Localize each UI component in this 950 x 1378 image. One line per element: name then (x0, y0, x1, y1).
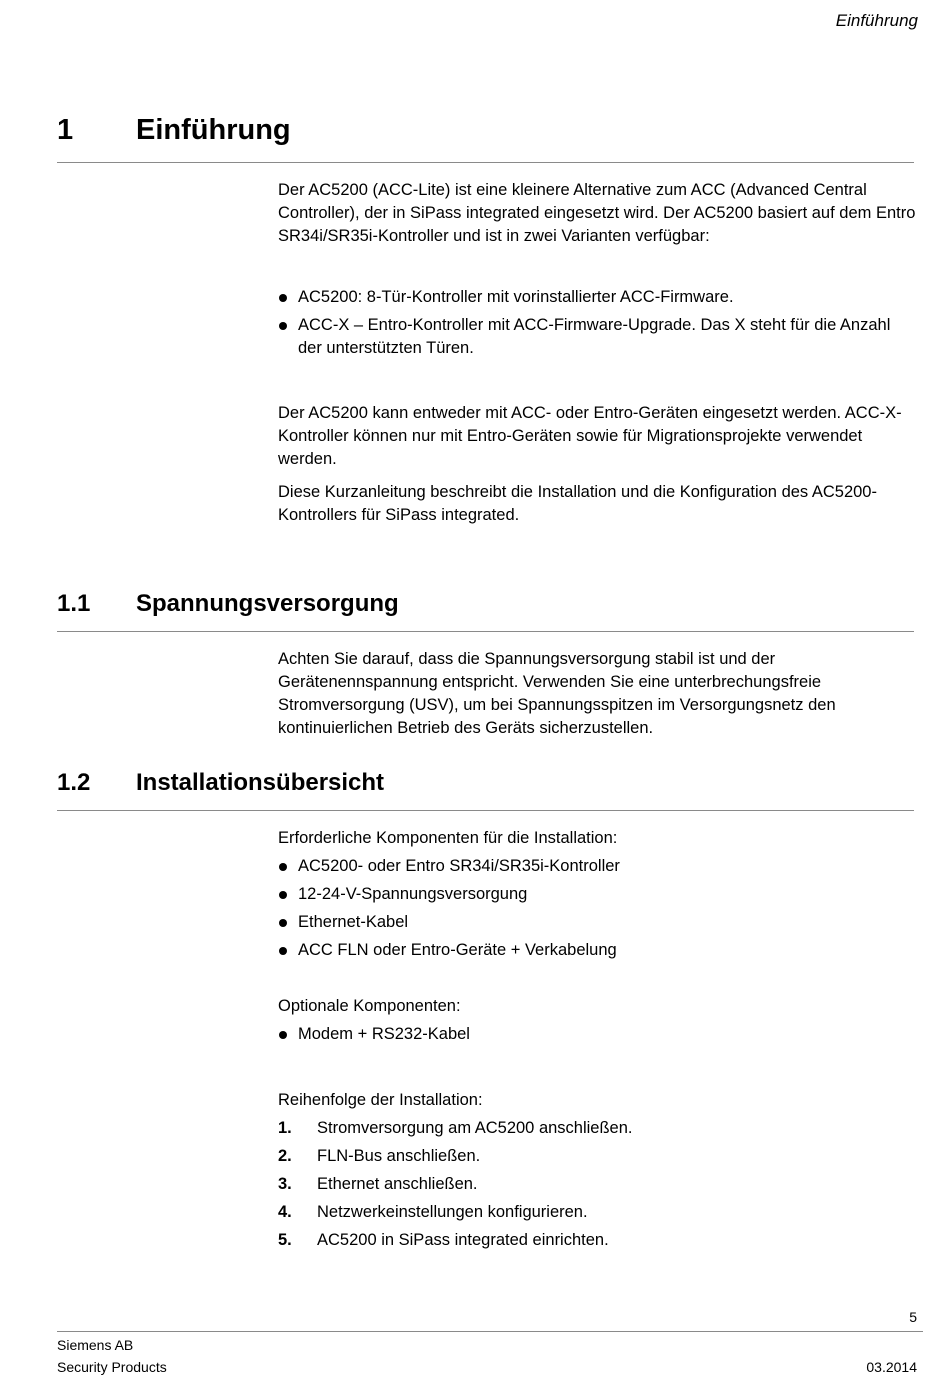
list-item (278, 314, 918, 360)
intro-paragraph-3: Diese Kurzanleitung beschreibt die Installation und die Konfiguration des AC5200-Kontrollers für SiPass integrated. (278, 483, 877, 524)
section-heading-1-2 (57, 769, 384, 797)
bullet-icon (279, 891, 287, 899)
step-text: FLN-Bus anschließen. (317, 1147, 481, 1165)
step-text: Ethernet anschließen. (317, 1175, 478, 1193)
step-number: 2. (278, 1147, 292, 1165)
list-item-text: AC5200- oder Entro SR34i/SR35i-Kontroller (298, 857, 620, 875)
list-item (278, 1023, 918, 1046)
list-item (278, 939, 918, 962)
footer-divider (57, 1331, 923, 1332)
chapter-heading (57, 114, 291, 147)
section-number: 1.2 (57, 769, 91, 796)
footer-division: Security Products (57, 1359, 167, 1375)
list-item (278, 911, 918, 934)
page-number: 5 (909, 1309, 917, 1325)
list-item (278, 286, 918, 309)
list-item-text: ACC-X – Entro-Kontroller mit ACC-Firmware-Upgrade. Das X steht für die Anzahl der unterstützten Türen. (298, 316, 891, 357)
footer-company: Siemens AB (57, 1337, 134, 1353)
list-item (278, 1145, 918, 1168)
list-item (278, 883, 918, 906)
chapter-divider (57, 162, 914, 163)
bullet-icon (279, 1031, 287, 1039)
bullet-icon (279, 919, 287, 927)
step-text: AC5200 in SiPass integrated einrichten. (317, 1231, 609, 1249)
step-text: Netzwerkeinstellungen konfigurieren. (317, 1203, 588, 1221)
step-text: Stromversorgung am AC5200 anschließen. (317, 1119, 633, 1137)
list-item (278, 1173, 918, 1196)
list-item (278, 1117, 918, 1140)
section-number: 1.1 (57, 590, 91, 617)
intro-paragraph-2: Der AC5200 kann entweder mit ACC- oder Entro-Geräten eingesetzt werden. ACC-X-Kontroller können nur mit Entro-Geräten sowie für Migrationsprojekte verwendet werden. (278, 404, 902, 468)
installation-steps-list (278, 1117, 918, 1257)
list-item (278, 1201, 918, 1224)
list-item-text: 12-24-V-Spannungsversorgung (298, 885, 528, 903)
list-item (278, 855, 918, 878)
bullet-icon (279, 322, 287, 330)
variants-list (278, 286, 918, 365)
chapter-number: 1 (57, 114, 74, 146)
required-components-label: Erforderliche Komponenten für die Installation: (278, 829, 618, 847)
section-heading-1-1 (57, 590, 399, 618)
section-title: Installationsübersicht (136, 769, 385, 796)
required-components-list (278, 855, 918, 967)
intro-paragraph-1: Der AC5200 (ACC-Lite) ist eine kleinere Alternative zum ACC (Advanced Central Controller), der in SiPass integrated eingesetzt wird. Der AC5200 basiert auf dem Entro SR34i/SR35i-Kontroller und ist in zwei Varianten verfügbar: (278, 181, 916, 245)
bullet-icon (279, 294, 287, 302)
step-number: 5. (278, 1231, 292, 1249)
running-header: Einführung (835, 11, 918, 30)
installation-order-label: Reihenfolge der Installation: (278, 1091, 483, 1109)
bullet-icon (279, 947, 287, 955)
list-item-text: ACC FLN oder Entro-Geräte + Verkabelung (298, 941, 617, 959)
list-item-text: AC5200: 8-Tür-Kontroller mit vorinstallierter ACC-Firmware. (298, 288, 734, 306)
section-title: Spannungsversorgung (136, 590, 399, 617)
optional-components-list (278, 1023, 918, 1051)
list-item-text: Modem + RS232-Kabel (298, 1025, 470, 1043)
section-divider (57, 810, 914, 811)
footer-date: 03.2014 (866, 1359, 917, 1375)
step-number: 4. (278, 1203, 292, 1221)
list-item (278, 1229, 918, 1252)
step-number: 3. (278, 1175, 292, 1193)
chapter-title: Einführung (136, 114, 291, 146)
list-item-text: Ethernet-Kabel (298, 913, 409, 931)
bullet-icon (279, 863, 287, 871)
section-divider (57, 631, 914, 632)
power-supply-paragraph: Achten Sie darauf, dass die Spannungsversorgung stabil ist und der Gerätenennspannung entspricht. Verwenden Sie eine unterbrechungsfreie Stromversorgung (USV), um bei Spannungsspitzen im Versorgungsnetz den kontinuierlichen Betrieb des Geräts sicherzustellen. (278, 650, 836, 737)
step-number: 1. (278, 1119, 292, 1137)
optional-components-label: Optionale Komponenten: (278, 997, 461, 1015)
